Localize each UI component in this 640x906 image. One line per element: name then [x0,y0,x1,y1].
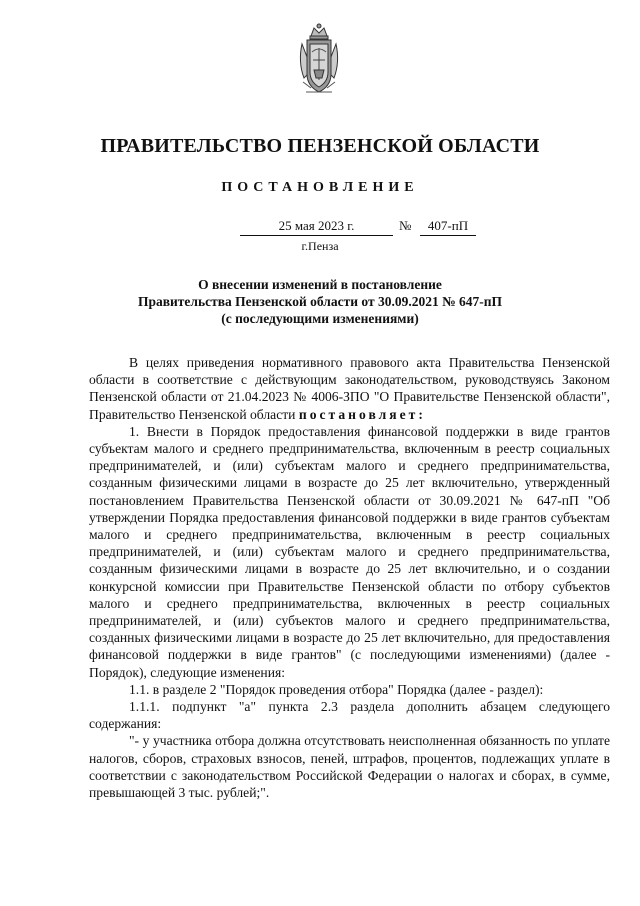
title-line-2: Правительства Пензенской области от 30.09.2021 № 647-пП [137,294,503,309]
document-type: ПОСТАНОВЛЕНИЕ [221,180,419,195]
organization-title: ПРАВИТЕЛЬСТВО ПЕНЗЕНСКОЙ ОБЛАСТИ [100,135,540,157]
quote-paragraph: "- у участника отбора должна отсутствовать неисполненная обязанность по уплате налогов, сборов, страховых взносов, пеней, штрафов, процентов, подлежащих уплате в соответствии с законодательством Российской Федерации о налогах и сборах, в сумме, превышающей 3 тыс. рублей;". [89,733,610,801]
item-1-1-1-paragraph: 1.1.1. подпункт "а" пункта 2.3 раздела дополнить абзацем следующего содержания: [89,699,610,732]
number-sign: № [399,218,412,233]
document-number: 407-пП [420,218,476,236]
document-city: г.Пенза [301,239,339,253]
preamble-paragraph [89,354,610,423]
item-1-1-paragraph: 1.1. в разделе 2 "Порядок проведения отбора" Порядка (далее - раздел): [129,681,544,697]
title-line-3: (с последующими изменениями) [221,311,419,326]
coat-of-arms-icon [294,22,344,102]
document-body [89,354,610,801]
item-1-paragraph: 1. Внести в Порядок предоставления финансовой поддержки в виде грантов субъектам малого и среднего предпринимательства, включенным в реестр социальных предпринимателей, и (или) субъектам малого и среднего предпринимательства, созданным физическими лицами в возрасте до 25 лет включительно, утвержденный постановлением Правительства Пензенской области от 30.09.2021 № 647-пП "Об утверждении Порядка предоставления финансовой поддержки в виде грантов субъектам малого и среднего предпринимательства, включенным в реестр социальных предпринимателей, и (или) субъектам малого и среднего предпринимательства, созданным физическими лицами в возрасте до 25 лет включительно, и о создании конкурсной комиссии при Правительстве Пензенской области по отбору субъектов малого и среднего предпринимательства, включенных в реестр социальных предпринимателей, и (или) субъектов малого и среднего предпринимательства, созданных физическими лицами в возрасте до 25 лет включительно, для предоставления финансовой поддержки в виде грантов" (с последующими изменениями) (далее - Порядок), следующие изменения: [89,423,610,680]
decree-word: постановляет: [298,406,426,422]
document-title [0,276,640,327]
document-date: 25 мая 2023 г. [240,218,393,236]
preamble-text: В целях приведения нормативного правового акта Правительства Пензенской области в соответствие с действующим законодательством, руководствуясь Законом Пензенской области от 21.04.2023 № 4006-ЗПО "О Правительстве Пензенской области", Правительство Пензенской области [89,355,610,422]
title-line-1: О внесении изменений в постановление [198,277,442,292]
